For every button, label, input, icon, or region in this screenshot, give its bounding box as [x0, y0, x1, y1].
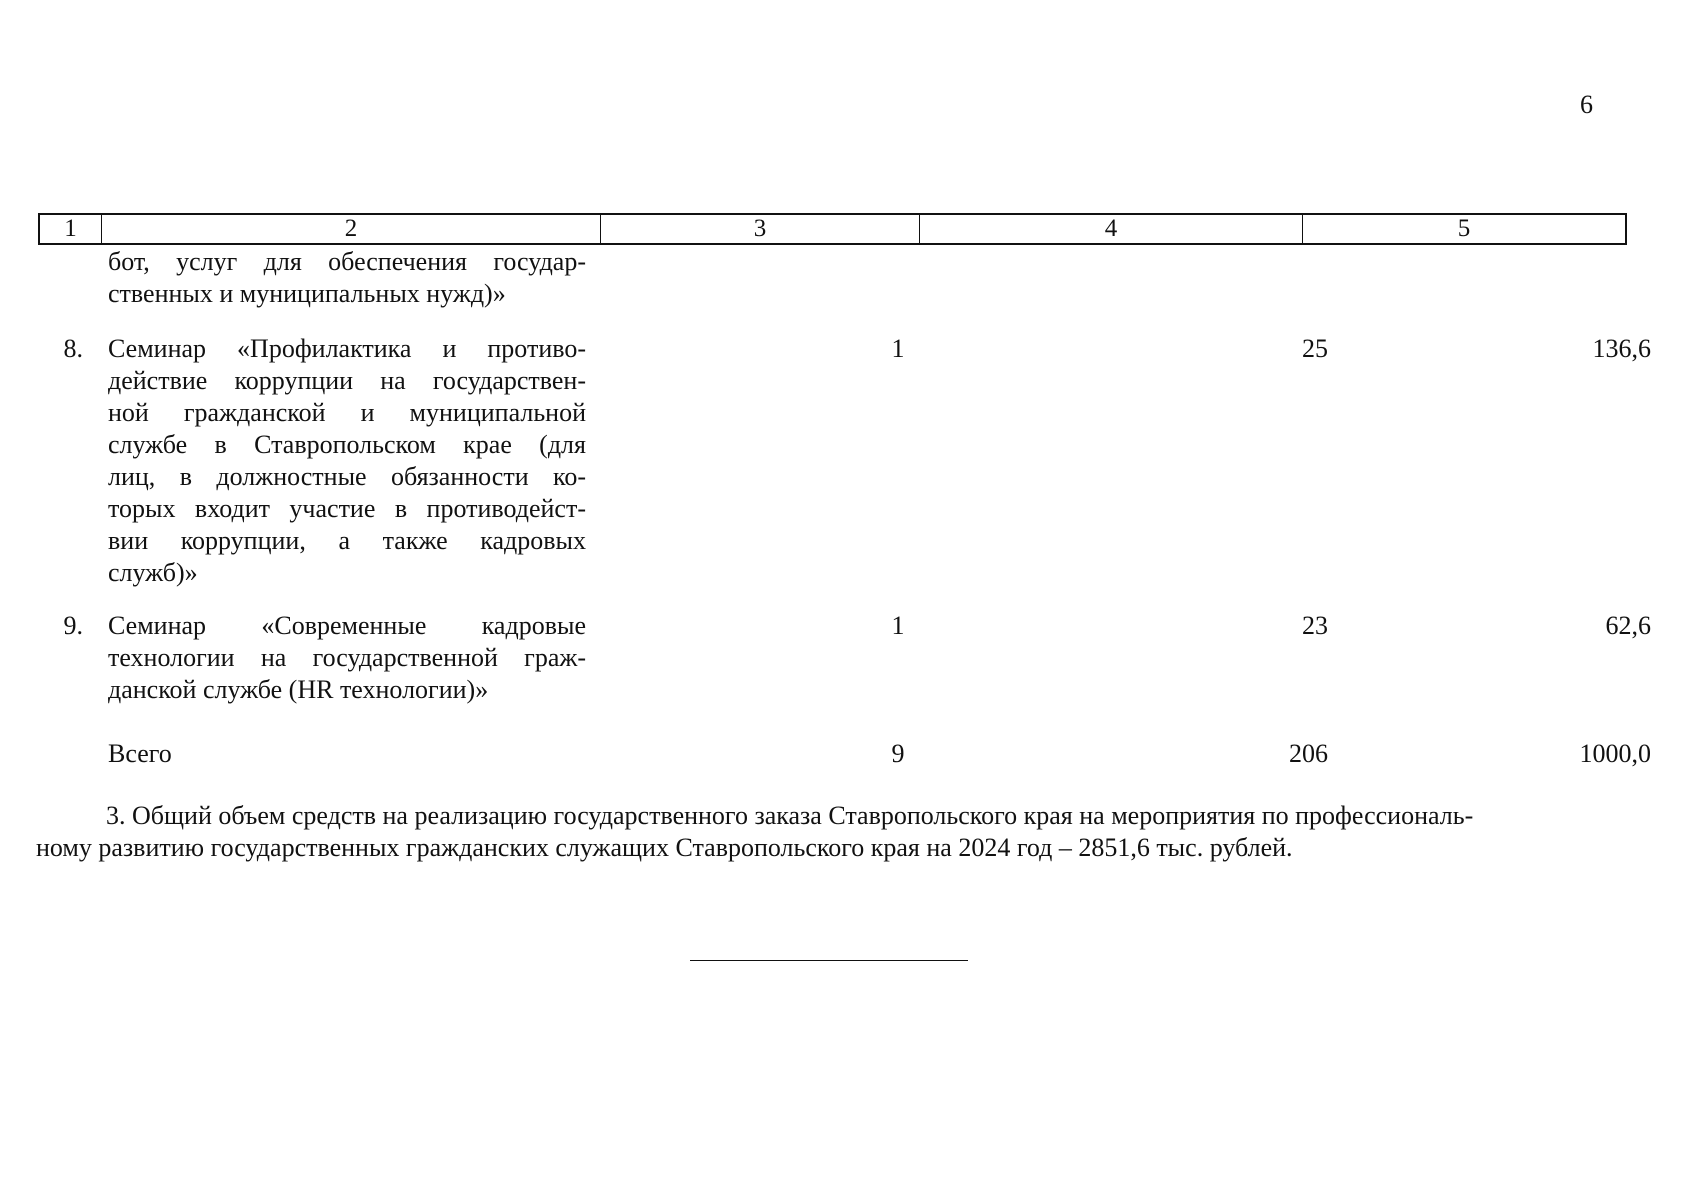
- total-col3: 9: [891, 739, 905, 768]
- total-col5: 1000,0: [1579, 739, 1651, 768]
- column-header-5: 5: [1302, 215, 1625, 243]
- table-row: [38, 333, 1651, 589]
- column-header-3: 3: [600, 215, 919, 243]
- table-total-row: [38, 738, 1651, 770]
- column-header-2: 2: [101, 215, 600, 243]
- continuation-line: ственных и муниципальных нужд)»: [108, 279, 506, 308]
- row-title-line: данской службе (HR технологии)»: [108, 675, 489, 704]
- row-title-line: лиц, в должностные обязанности ко-: [108, 462, 586, 491]
- cell-col5: 136,6: [1592, 334, 1651, 363]
- cell-col4: 25: [1302, 334, 1328, 363]
- footnote-line: ному развитию государственных гражданских служащих Ставропольского края на 2024 год – 2851,6 тыс. рублей.: [36, 833, 1293, 862]
- total-col4: 206: [1289, 739, 1328, 768]
- footnote-paragraph: [36, 800, 1616, 864]
- row-title-line: ной гражданской и муниципальной: [108, 398, 586, 427]
- page-number: 6: [1580, 90, 1593, 119]
- cell-col3: 1: [891, 611, 905, 640]
- table-row-continuation: [38, 246, 1627, 310]
- row-number: 9.: [63, 611, 83, 640]
- continuation-line: бот, услуг для обеспечения государ-: [108, 247, 586, 276]
- row-number: 8.: [63, 334, 83, 363]
- row-title: [108, 333, 586, 589]
- total-label-text: Всего: [108, 739, 172, 768]
- total-label: [108, 738, 586, 770]
- row-title-line: действие коррупции на государствен-: [108, 366, 586, 395]
- table-header-row: [38, 213, 1627, 245]
- table-row: [38, 610, 1651, 706]
- cell-col3: 1: [891, 334, 905, 363]
- row-title-line: Семинар «Профилактика и противо-: [108, 334, 586, 363]
- row-title-line: технологии на государственной граж-: [108, 643, 586, 672]
- column-header-1: 1: [64, 215, 77, 242]
- cell-col4: 23: [1302, 611, 1328, 640]
- row-title: [108, 610, 586, 706]
- row-title-line: службе в Ставропольском крае (для: [108, 430, 586, 459]
- row-title-line: Семинар «Современные кадровые: [108, 611, 586, 640]
- row-title-line: служб)»: [108, 558, 198, 587]
- column-header-4: 4: [919, 215, 1302, 243]
- continuation-text: [108, 246, 586, 310]
- row-title-line: вии коррупции, а также кадровых: [108, 526, 586, 555]
- row-title-line: торых входит участие в противодейст-: [108, 494, 586, 523]
- end-of-document-rule: [690, 960, 968, 961]
- cell-col5: 62,6: [1605, 611, 1651, 640]
- footnote-line: 3. Общий объем средств на реализацию государственного заказа Ставропольского края на мероприятия по профессиональ-: [106, 801, 1474, 830]
